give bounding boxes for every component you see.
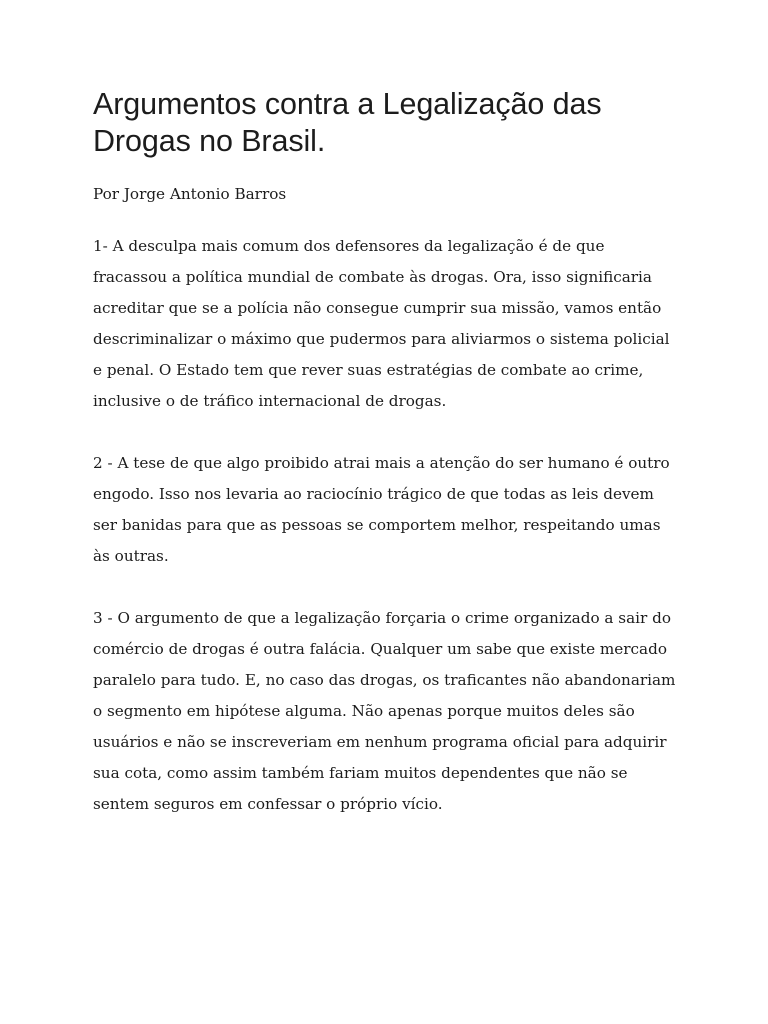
- document-page: [93, 86, 678, 820]
- paragraph-3: 3 - O argumento de que a legalização forçaria o crime organizado a sair do comércio de drogas é outra falácia. Qualquer um sabe que existe mercado paralelo para tudo. E, no caso das drogas, os traficantes não abandonariam o segmento em hipótese alguma. Não apenas porque muitos deles são usuários e não se inscreveriam em nenhum programa oficial para adquirir sua cota, como assim também fariam muitos dependentes que não se sentem seguros em confessar o próprio vício.: [93, 609, 676, 813]
- document-title: Argumentos contra a Legalização das Drogas no Brasil.: [93, 87, 602, 158]
- author-byline: Por Jorge Antonio Barros: [93, 185, 287, 203]
- paragraph-1: 1- A desculpa mais comum dos defensores da legalização é de que fracassou a política mundial de combate às drogas. Ora, isso significaria acreditar que se a polícia não consegue cumprir sua missão, vamos então descriminalizar o máximo que pudermos para aliviarmos o sistema policial e penal. O Estado tem que rever suas estratégias de combate ao crime, inclusive o de tráfico internacional de drogas.: [93, 237, 670, 410]
- paragraph-2: 2 - A tese de que algo proibido atrai mais a atenção do ser humano é outro engodo. Isso nos levaria ao raciocínio trágico de que todas as leis devem ser banidas para que as pessoas se comportem melhor, respeitando umas às outras.: [93, 454, 670, 565]
